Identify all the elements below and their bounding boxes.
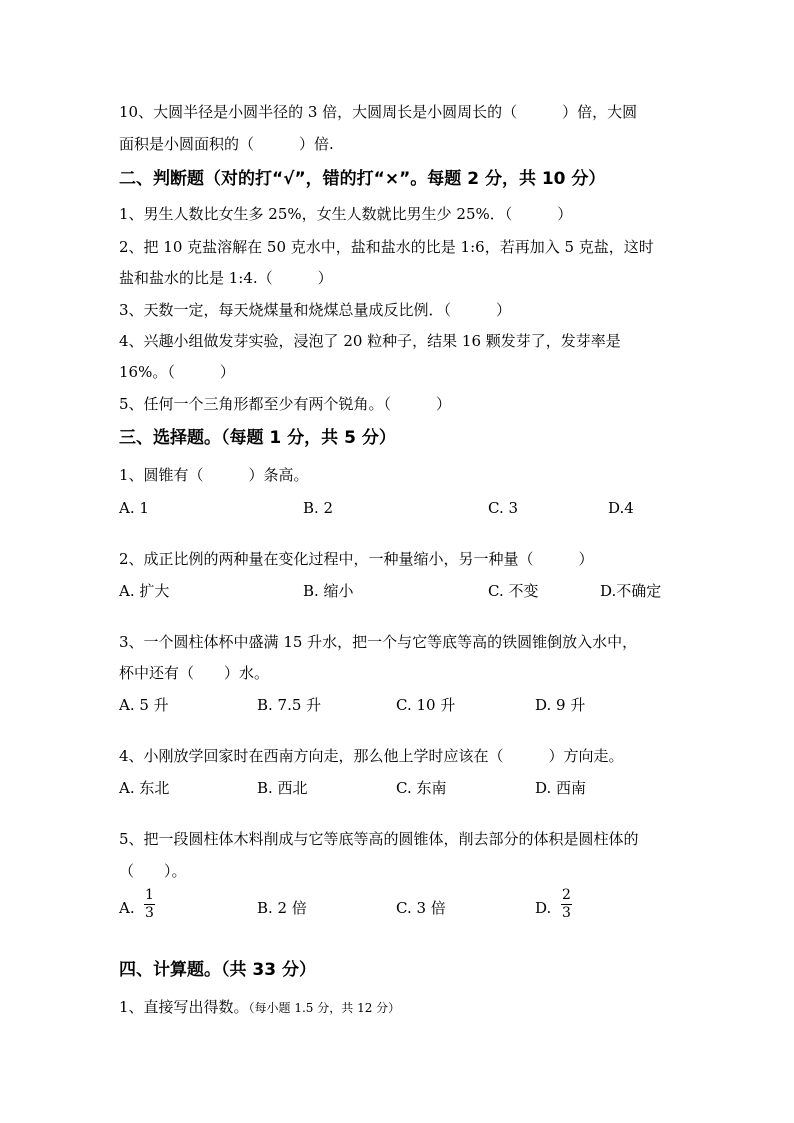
mc-q1-option-d: D.4 [608,499,634,517]
mc-q1-option-a: A. 1 [119,499,149,517]
mc-q2-option-a: A. 扩大 [119,582,170,600]
mc-q4-option-b: B. 西北 [257,779,308,797]
tf-q2-line2: 盐和盐水的比是 1:4.（ ） [119,269,333,287]
mc-q3-option-b: B. 7.5 升 [257,696,322,714]
tf-q1: 1、男生人数比女生多 25%，女生人数就比男生少 25%．（ ） [119,205,573,223]
fraction-numerator: 2 [562,887,571,903]
tf-q4-line1: 4、兴趣小组做发芽实验，浸泡了 20 粒种子，结果 16 颗发芽了，发芽率是 [119,332,621,350]
tf-q3: 3、天数一定，每天烧煤量和烧煤总量成反比例．（ ） [119,301,512,319]
mc-q1-option-b: B. 2 [303,499,334,517]
fraction-denominator: 3 [145,905,154,921]
mc-q5-option-a-fraction [144,888,155,921]
mc-q5-option-a-label: A. [119,899,135,917]
calc-q1 [119,997,400,1018]
mc-q1-stem: 1、圆锥有（ ）条高。 [119,466,309,484]
section3-heading: 三、选择题。（每题 1 分，共 5 分） [119,428,396,448]
mc-q5-option-d-label: D. [535,899,552,917]
section2-heading: 二、判断题（对的打“√”，错的打“×”。每题 2 分，共 10 分） [119,169,606,189]
q10-line2: 面积是小圆面积的（ ）倍. [119,135,334,153]
mc-q4-option-a: A. 东北 [119,779,170,797]
section4-heading: 四、计算题。（共 33 分） [119,960,316,980]
mc-q2-option-c: C. 不变 [488,582,539,600]
mc-q4-option-c: C. 东南 [396,779,447,797]
mc-q3-stem-line1: 3、一个圆柱体杯中盛满 15 升水，把一个与它等底等高的铁圆锥倒放入水中， [119,633,638,651]
mc-q5-stem-line2: （ ）。 [119,862,187,880]
mc-q3-stem-line2: 杯中还有（ ）水。 [119,664,270,682]
mc-q4-option-d: D. 西南 [535,779,587,797]
mc-q2-option-b: B. 缩小 [303,582,354,600]
mc-q4-stem: 4、小刚放学回家时在西南方向走，那么他上学时应该在（ ）方向走。 [119,747,624,765]
fraction-denominator: 3 [562,905,571,921]
fraction-numerator: 1 [145,887,154,903]
mc-q3-option-a: A. 5 升 [119,696,169,714]
q10-line1: 10、大圆半径是小圆半径的 3 倍，大圆周长是小圆周长的（ ）倍，大圆 [119,103,638,121]
mc-q2-option-d: D.不确定 [600,582,662,600]
mc-q5-stem-line1: 5、把一段圆柱体木料削成与它等底等高的圆锥体，削去部分的体积是圆柱体的 [119,830,639,848]
calc-q1-text: 1、直接写出得数。 [119,998,249,1016]
mc-q1-option-c: C. 3 [488,499,519,517]
calc-q1-note: （每小题 1.5 分，共 12 分） [248,1001,401,1015]
mc-q3-option-c: C. 10 升 [396,696,456,714]
tf-q5: 5、任何一个三角形都至少有两个锐角。（ ） [119,395,452,413]
mc-q2-stem: 2、成正比例的两种量在变化过程中，一种量缩小，另一种量（ ） [119,550,594,568]
tf-q4-line2: 16%。（ ） [119,363,235,381]
mc-q3-option-d: D. 9 升 [535,696,586,714]
mc-q5-option-b: B. 2 倍 [257,899,307,917]
mc-q5-option-c: C. 3 倍 [396,899,446,917]
mc-q5-option-d-fraction [561,888,572,921]
tf-q2-line1: 2、把 10 克盐溶解在 50 克水中，盐和盐水的比是 1:6，若再加入 5 克盐，这时 [119,238,654,256]
